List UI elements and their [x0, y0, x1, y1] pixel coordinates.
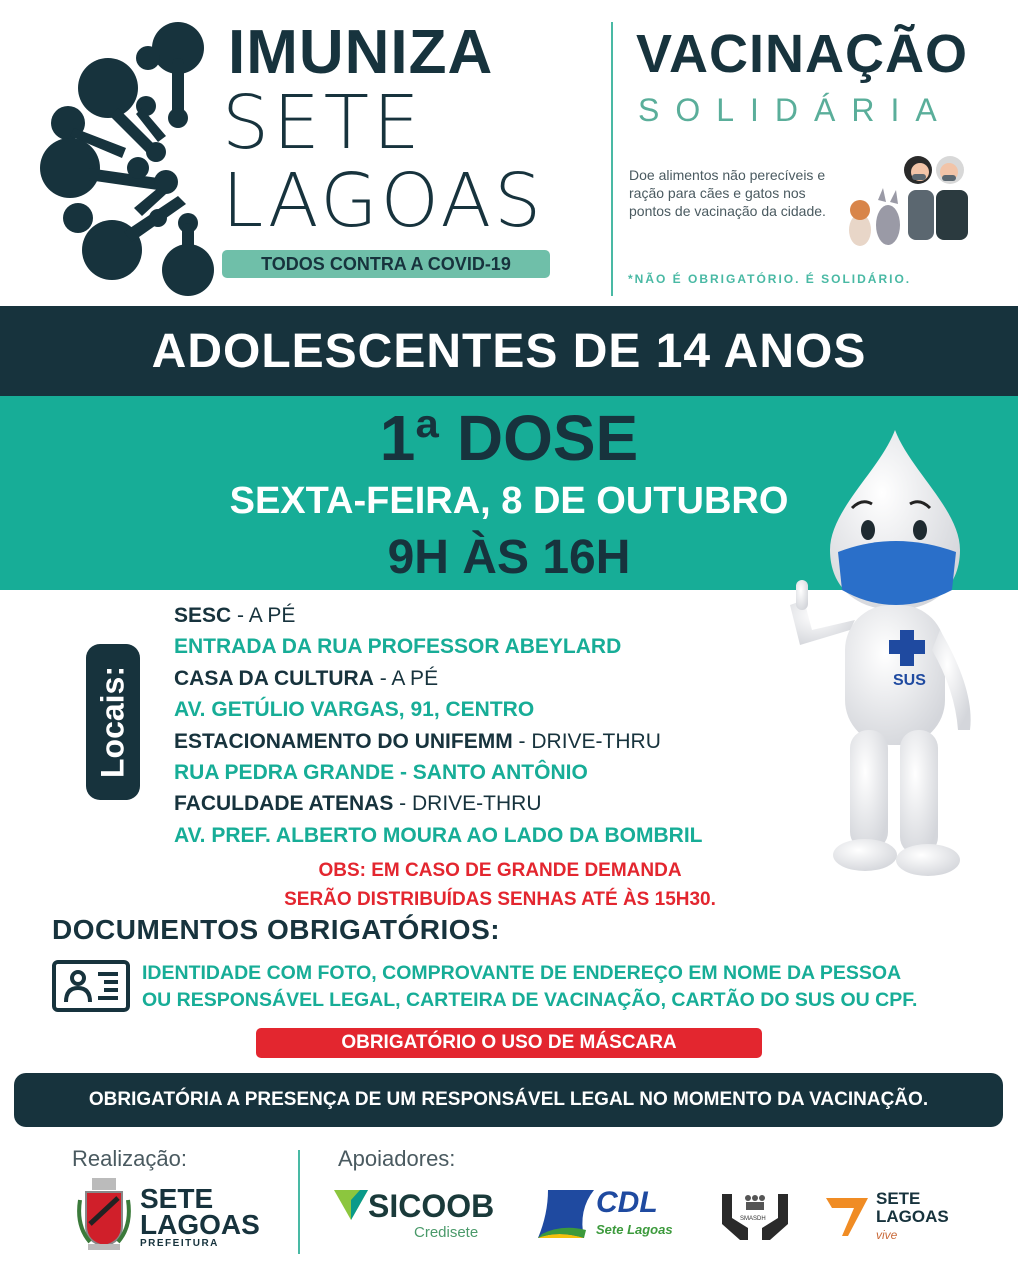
- campaign-text: Doe alimentos não perecíveis e ração para cães e gatos nos pontos de vacinação da cidade.: [629, 167, 826, 219]
- prefeitura-logo-text: SETE LAGOAS: [140, 1183, 260, 1240]
- apoiadores-label: Apoiadores:: [338, 1146, 456, 1171]
- logo-city-line2: LAGOAS: [222, 158, 545, 244]
- sicoob-sub: Credisete: [414, 1224, 479, 1241]
- logo-tagline: TODOS CONTRA A COVID-19: [222, 250, 550, 278]
- imuniza-logo-icon: [38, 18, 228, 298]
- location-address: RUA PEDRA GRANDE - SANTO ANTÔNIO: [174, 761, 588, 785]
- location-item: CASA DA CULTURA - A PÉ: [174, 666, 439, 690]
- documents-list: [142, 960, 1012, 1014]
- smasdh-hands-logo-icon: [718, 1190, 792, 1240]
- header-divider: [611, 22, 613, 296]
- location-item: ESTACIONAMENTO DO UNIFEMM - DRIVE-THRU: [174, 729, 661, 753]
- location-item: FACULDADE ATENAS - DRIVE-THRU: [174, 792, 542, 816]
- vive-logo-text: SETE LAGOAS: [876, 1189, 949, 1226]
- people-and-pets-illustration-icon: [828, 150, 978, 250]
- logo-title: IMUNIZA: [228, 18, 494, 87]
- location-item: SESC - A PÉ: [174, 604, 296, 627]
- obs-line2: SERÃO DISTRIBUÍDAS SENHAS ATÉ ÀS 15H30.: [284, 889, 716, 910]
- footer-divider: [298, 1150, 300, 1254]
- location-address: ENTRADA DA RUA PROFESSOR ABEYLARD: [174, 635, 622, 659]
- mask-required-notice: OBRIGATÓRIO O USO DE MÁSCARA: [256, 1028, 762, 1058]
- realizacao-label: Realização:: [72, 1146, 187, 1171]
- campaign-subtitle: SOLIDÁRIA: [638, 92, 953, 128]
- vaccination-hours: 9H ÀS 16H: [387, 531, 631, 584]
- campaign-note: *NÃO É OBRIGATÓRIO. É SOLIDÁRIO.: [628, 272, 912, 286]
- id-card-icon: [52, 960, 130, 1012]
- guardian-required-notice: OBRIGATÓRIA A PRESENÇA DE UM RESPONSÁVEL LEGAL NO MOMENTO DA VACINAÇÃO.: [14, 1073, 1003, 1127]
- documents-line1: IDENTIDADE COM FOTO, COMPROVANTE DE ENDEREÇO EM NOME DA PESSOA: [142, 962, 902, 984]
- sete-lagoas-vive-logo-icon: [824, 1192, 870, 1238]
- vaccination-date: SEXTA-FEIRA, 8 DE OUTUBRO: [229, 480, 789, 522]
- vive-sub: vive: [876, 1228, 898, 1242]
- cdl-logo-text: CDL: [596, 1186, 658, 1219]
- logo-city-line1: SETE: [222, 80, 424, 166]
- mascot-sus-label: SUS: [893, 672, 926, 689]
- prefeitura-sub: PREFEITURA: [140, 1238, 219, 1249]
- sicoob-logo-text: SICOOB: [368, 1188, 495, 1224]
- svg-text:SMASDH: SMASDH: [740, 1216, 766, 1222]
- locations-label: Locais:: [94, 665, 131, 779]
- audience-banner: [0, 306, 1018, 396]
- high-demand-notice: [0, 856, 1018, 914]
- obs-line1: OBS: EM CASO DE GRANDE DEMANDA: [318, 860, 682, 881]
- location-address: AV. PREF. ALBERTO MOURA AO LADO DA BOMBRIL: [174, 823, 703, 847]
- cdl-sub: Sete Lagoas: [596, 1222, 673, 1237]
- cdl-logo-icon: [538, 1190, 594, 1238]
- dose-title: 1ª DOSE: [379, 402, 639, 474]
- locations-badge: [86, 644, 140, 800]
- locations-list: [174, 600, 814, 851]
- documents-title: DOCUMENTOS OBRIGATÓRIOS:: [52, 914, 501, 945]
- audience-text: ADOLESCENTES DE 14 ANOS: [151, 325, 867, 378]
- documents-line2: OU RESPONSÁVEL LEGAL, CARTEIRA DE VACINAÇÃO, CARTÃO DO SUS OU CPF.: [142, 989, 918, 1011]
- sicoob-logo-icon: [334, 1190, 368, 1220]
- location-address: AV. GETÚLIO VARGAS, 91, CENTRO: [174, 698, 535, 722]
- city-crest-icon: [76, 1176, 132, 1252]
- campaign-title: VACINAÇÃO: [636, 24, 968, 84]
